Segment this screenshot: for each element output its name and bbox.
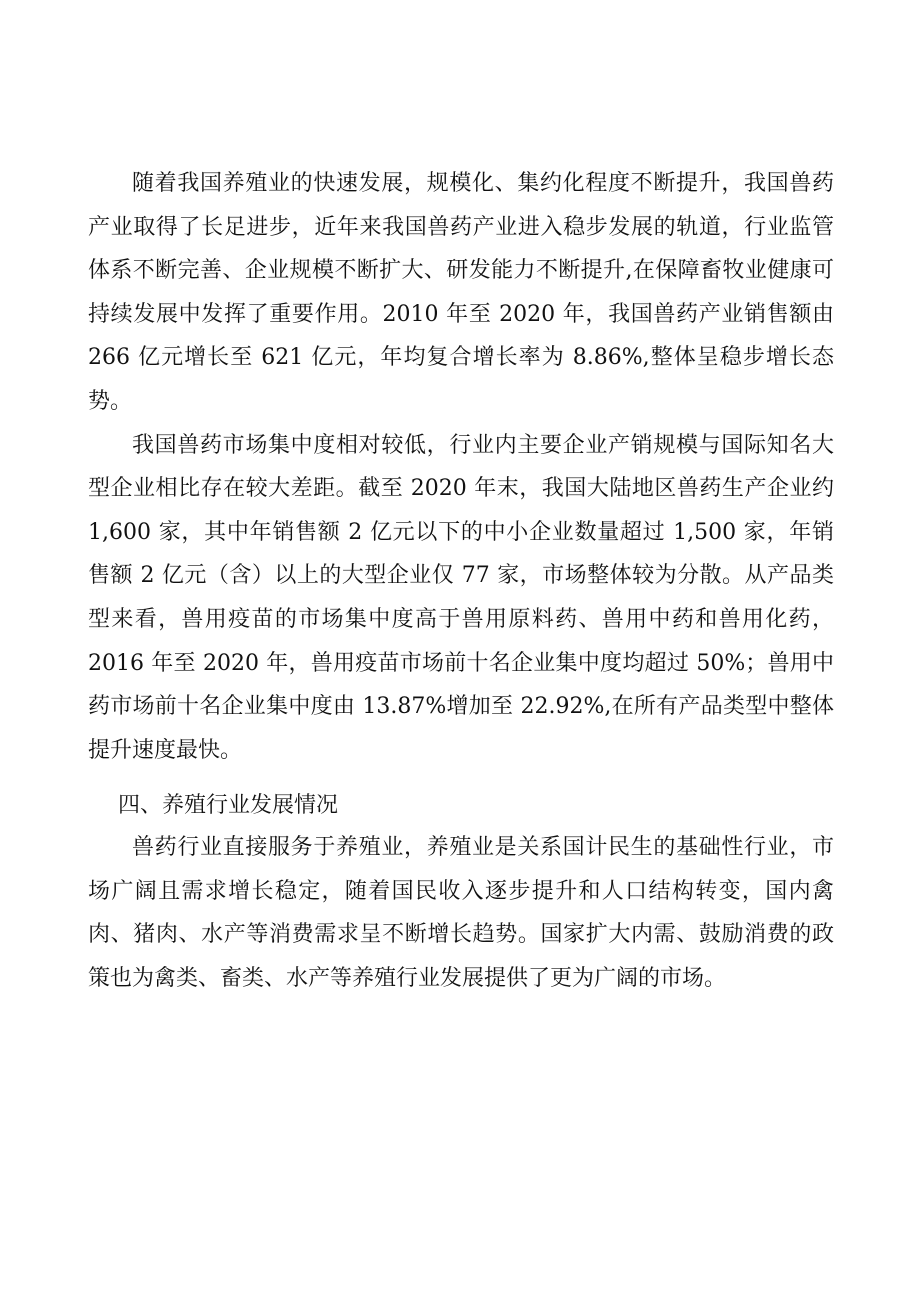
document-body [88,162,834,1000]
paragraph-breeding-industry: 兽药行业直接服务于养殖业，养殖业是关系国计民生的基础性行业，市场广阔且需求增长稳定，随着国民收入逐步提升和人口结构转变，国内禽肉、猪肉、水产等消费需求呈不断增长趋势。国家扩大内需、鼓励消费的政策也为禽类、畜类、水产等养殖行业发展提供了更为广阔的市场。 [88,834,834,991]
paragraph-market-concentration: 我国兽药市场集中度相对较低，行业内主要企业产销规模与国际知名大型企业相比存在较大差距。截至 2020 年末，我国大陆地区兽药生产企业约 1,600 家，其中年销售额 2 亿元以下的中小企业数量超过 1,500 家，年销售额 2 亿元（含）以上的大型企业仅 77 家，市场整体较为分散。从产品类型来看，兽用疫苗的市场集中度高于兽用原料药、兽用中药和兽用化药，2016 年至 2020 年，兽用疫苗市场前十名企业集中度均超过 50%；兽用中药市场前十名企业集中度由 13.87%增加至 22.92%,在所有产品类型中整体提升速度最快。 [88,432,834,763]
section-heading: 四、养殖行业发展情况 [118,793,339,819]
paragraph-industry-growth: 随着我国养殖业的快速发展，规模化、集约化程度不断提升，我国兽药产业取得了长足进步，近年来我国兽药产业进入稳步发展的轨道，行业监管体系不断完善、企业规模不断扩大、研发能力不断提升,在保障畜牧业健康可持续发展中发挥了重要作用。2010 年至 2020 年，我国兽药产业销售额由 266 亿元增长至 621 亿元，年均复合增长率为 8.86%,整体呈稳步增长态势。 [88,171,834,414]
